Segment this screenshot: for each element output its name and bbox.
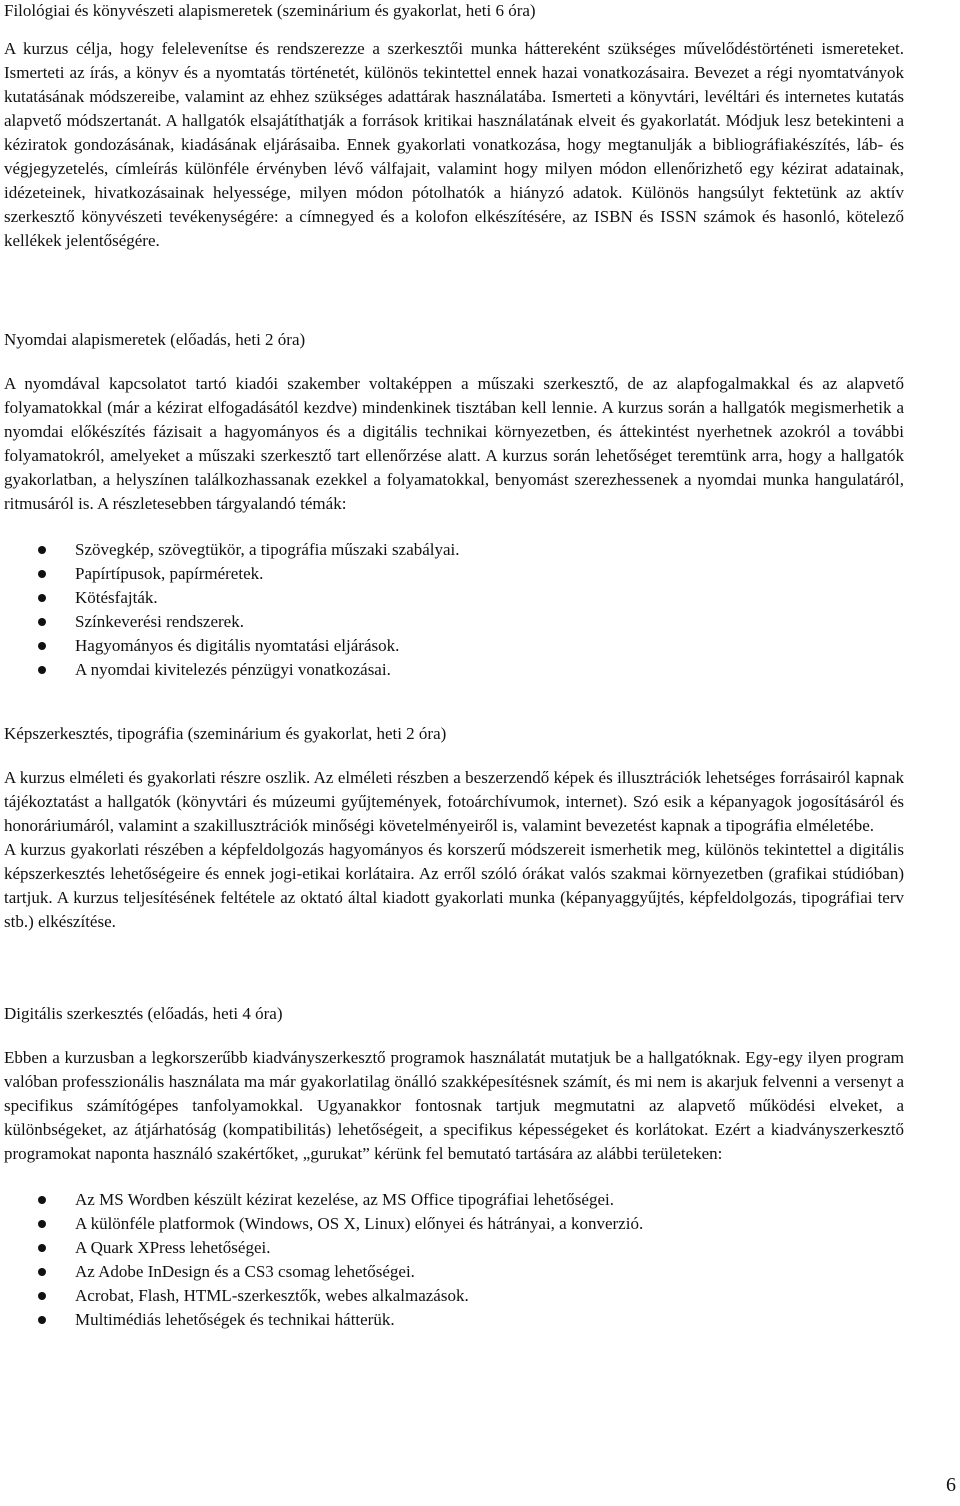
list-item	[4, 562, 904, 586]
section-title: Nyomdai alapismeretek (előadás, heti 2 óra)	[4, 330, 306, 349]
bullet-icon	[38, 1220, 46, 1228]
bullet-icon	[38, 1244, 46, 1252]
list-item	[4, 586, 904, 610]
section-body	[4, 1046, 904, 1166]
list-item-text: A különféle platformok (Windows, OS X, Linux) előnyei és hátrányai, a konverzió.	[75, 1214, 644, 1233]
bullet-icon	[38, 1268, 46, 1276]
paragraph: A kurzus gyakorlati részében a képfeldolgozás hagyományos és korszerű módszereit ismerhetik meg, különös tekintettel a digitális képszerkesztés lehetőségeire és ennek jogi-etikai korlátaira. Az erről szóló órákat valós szakmai környezetben (grafikai stúdióban) tartjuk. A kurzus teljesítésének feltétele az oktató által kiadott gyakorlati munka (képanyaggyűjtés, képfeldolgozás, tipográfiai terv stb.) elkészítése.	[4, 840, 904, 931]
bullet-icon	[38, 1292, 46, 1300]
list-item	[4, 610, 904, 634]
section-body	[4, 766, 904, 934]
list-item	[4, 1308, 904, 1332]
paragraph: A kurzus célja, hogy felelevenítse és rendszerezze a szerkesztői munka háttereként szükséges művelődéstörténeti ismereteket. Ismerteti az írás, a könyv és a nyomtatás történetét, különös tekintettel ennek hazai vonatkozásaira. Bevezet a régi nyomtatványok kutatásának módszereibe, valamint az ehhez szükséges adattárak használatába. Ismerteti a könyvtári, levéltári és internetes kutatás alapvető módszertanát. A hallgatók elsajátíthatják a források kritikai használatának elveit és gyakorlatát. Módjuk lesz betekinteni a kéziratok gondozásának, kiadásának eljárásaiba. Ennek gyakorlati vonatkozása, hogy megtanulják a bibliográfiakészítés, láb- és végjegyzetelés, címleírás különféle érvényben lévő válfajait, valamint hogy milyen módon ellenőrizhető egy kézirat adatainak, idézeteinek, hivatkozásainak helyessége, milyen módon pótolhatók a hiányzó adatok. Különös hangsúlyt fektetünk az aktív szerkesztő könyvészeti tevékenységére: a címnegyed és a kolofon elkészítésére, az ISBN és ISSN számok és hasonló, kötelező kellékek jelentőségére.	[4, 39, 904, 250]
bullet-icon	[38, 546, 46, 554]
bullet-list	[4, 1188, 904, 1332]
list-item	[4, 538, 904, 562]
section-body	[4, 37, 904, 253]
list-item	[4, 1212, 904, 1236]
list-item	[4, 1284, 904, 1308]
list-item-text: Multimédiás lehetőségek és technikai hátterük.	[75, 1310, 395, 1329]
bullet-icon	[38, 570, 46, 578]
list-item-text: Hagyományos és digitális nyomtatási eljárások.	[75, 636, 400, 655]
list-item	[4, 1260, 904, 1284]
bullet-list	[4, 538, 904, 682]
bullet-icon	[38, 666, 46, 674]
section-body	[4, 372, 904, 516]
section-title: Digitális szerkesztés (előadás, heti 4 óra)	[4, 1004, 283, 1023]
section-title: Filológiai és könyvészeti alapismeretek (szeminárium és gyakorlat, heti 6 óra)	[4, 1, 536, 20]
list-item	[4, 634, 904, 658]
paragraph: Ebben a kurzusban a legkorszerűbb kiadványszerkesztő programok használatát mutatjuk be a hallgatóknak. Egy-egy ilyen program valóban professzionális használata ma már gyakorlatilag önálló szakképesítésnek számít, és mi nem is akarjuk felvenni a versenyt a specifikus számítógépes tanfolyamokkal. Ugyanakkor fontosnak tartjuk megmutatni az alapvető működési elveket, a különbségeket, az átjárhatóság (kompatibilitás) lehetőségeit, a specifikus képességeket és korlátokat. Ezért a kiadványszerkesztő programokat naponta használó szakértőket, „gurukat” kérünk fel bemutató tartására az alábbi területeken:	[4, 1048, 904, 1163]
list-item-text: Acrobat, Flash, HTML-szerkesztők, webes alkalmazások.	[75, 1286, 469, 1305]
paragraph: A nyomdával kapcsolatot tartó kiadói szakember voltaképpen a műszaki szerkesztő, de az alapfogalmakkal és az alapvető folyamatokkal (már a kézirat elfogadásától kezdve) mindenkinek tisztában kell lennie. A kurzus során a hallgatók megismerhetik a nyomdai előkészítés fázisait a hagyományos és a digitális technikai környezetben, és áttekintést nyerhetnek azokról a további folyamatokról, amelyeket a műszaki szerkesztő tart ellenőrzése alatt. A kurzus során lehetőséget teremtünk arra, hogy a hallgatók gyakorlatban, a helyszínen találkozhassanak ezekkel a folyamatokkal, benyomást szerezhessenek a nyomdai munka hangulatáról, ritmusáról is. A részletesebben tárgyalandó témák:	[4, 374, 904, 513]
list-item-text: Kötésfajták.	[75, 588, 158, 607]
paragraph: A kurzus elméleti és gyakorlati részre oszlik. Az elméleti részben a beszerzendő képek és illusztrációk lehetséges forrásairól kapnak tájékoztatást a hallgatók (könyvtári és múzeumi gyűjtemények, fotoárchívumok, internet). Szó esik a képanyagok jogosításáról és honoráriumáról, valamint a szakillusztrációk minőségi követelményeiről is, valamint bevezetést kapnak a tipográfia elméletébe.	[4, 768, 904, 835]
bullet-icon	[38, 642, 46, 650]
section-title: Képszerkesztés, tipográfia (szeminárium és gyakorlat, heti 2 óra)	[4, 724, 447, 743]
list-item	[4, 1188, 904, 1212]
list-item-text: Szövegkép, szövegtükör, a tipográfia műszaki szabályai.	[75, 540, 460, 559]
bullet-icon	[38, 594, 46, 602]
list-item-text: A Quark XPress lehetőségei.	[75, 1238, 271, 1257]
list-item-text: Az MS Wordben készült kézirat kezelése, az MS Office tipográfiai lehetőségei.	[75, 1190, 614, 1209]
bullet-icon	[38, 618, 46, 626]
list-item-text: Az Adobe InDesign és a CS3 csomag lehetőségei.	[75, 1262, 415, 1281]
list-item	[4, 658, 904, 682]
list-item-text: A nyomdai kivitelezés pénzügyi vonatkozásai.	[75, 660, 391, 679]
page-number: 6	[946, 1474, 956, 1496]
bullet-icon	[38, 1316, 46, 1324]
list-item-text: Papírtípusok, papírméretek.	[75, 564, 264, 583]
bullet-icon	[38, 1196, 46, 1204]
list-item-text: Színkeverési rendszerek.	[75, 612, 244, 631]
list-item	[4, 1236, 904, 1260]
